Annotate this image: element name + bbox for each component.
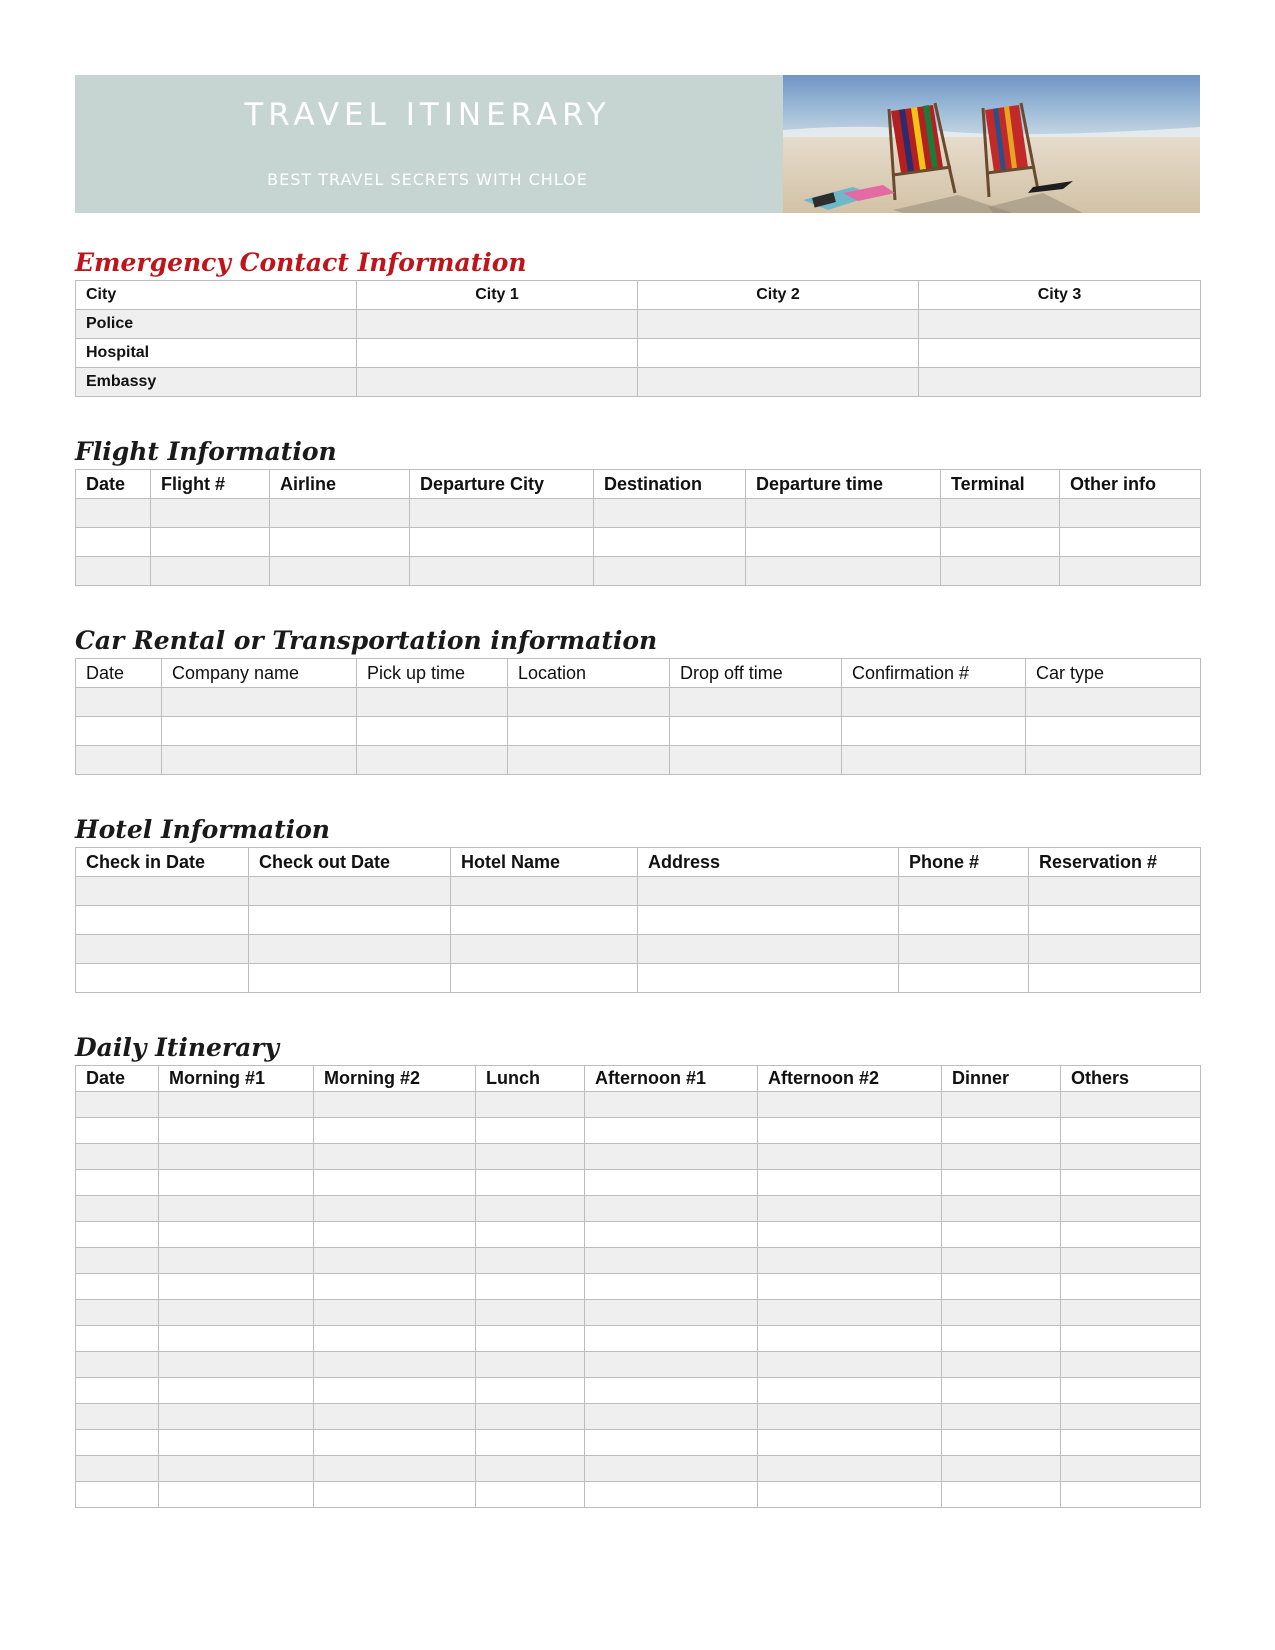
column-header: Airline: [270, 470, 410, 499]
table-row: [76, 339, 1201, 368]
table-cell[interactable]: [942, 1482, 1061, 1508]
table-cell[interactable]: [585, 1404, 758, 1430]
table-cell[interactable]: [357, 688, 508, 717]
table-cell[interactable]: [638, 310, 919, 339]
table-cell[interactable]: [758, 1170, 942, 1196]
table-cell[interactable]: [758, 1196, 942, 1222]
table-cell[interactable]: [942, 1430, 1061, 1456]
table-cell[interactable]: [76, 688, 162, 717]
table-cell[interactable]: [314, 1482, 476, 1508]
column-header: City 3: [919, 281, 1201, 310]
table-cell[interactable]: [249, 906, 451, 935]
table-cell[interactable]: [594, 499, 746, 528]
table-cell[interactable]: [1026, 746, 1201, 775]
table-row: [76, 1170, 1201, 1196]
table-cell[interactable]: [476, 1352, 585, 1378]
table-cell[interactable]: [638, 964, 899, 993]
table-cell[interactable]: [585, 1378, 758, 1404]
table-cell[interactable]: [76, 906, 249, 935]
table-cell[interactable]: [159, 1430, 314, 1456]
table-cell[interactable]: [942, 1144, 1061, 1170]
table-cell[interactable]: [942, 1196, 1061, 1222]
table-cell[interactable]: [842, 688, 1026, 717]
table-cell[interactable]: [151, 557, 270, 586]
table-cell[interactable]: [159, 1482, 314, 1508]
table-cell[interactable]: [162, 717, 357, 746]
daily-section-title: Daily Itinerary: [75, 1033, 279, 1062]
table-cell[interactable]: [508, 688, 670, 717]
column-header: City: [76, 281, 357, 310]
itinerary-page: [75, 75, 1200, 1508]
table-cell[interactable]: [1061, 1274, 1201, 1300]
table-cell[interactable]: [919, 339, 1201, 368]
table-cell[interactable]: [410, 528, 594, 557]
table-row: [76, 1326, 1201, 1352]
table-row: [76, 964, 1201, 993]
table-cell[interactable]: [1061, 1352, 1201, 1378]
column-header: Confirmation #: [842, 659, 1026, 688]
table-cell[interactable]: [585, 1092, 758, 1118]
column-header: Date: [76, 659, 162, 688]
table-cell[interactable]: [842, 746, 1026, 775]
table-cell[interactable]: [476, 1144, 585, 1170]
column-header: Car type: [1026, 659, 1201, 688]
table-cell[interactable]: [314, 1170, 476, 1196]
table-cell[interactable]: [159, 1118, 314, 1144]
table-row: [76, 1300, 1201, 1326]
table-cell[interactable]: [638, 339, 919, 368]
table-cell[interactable]: [314, 1430, 476, 1456]
table-cell[interactable]: [314, 1274, 476, 1300]
table-cell[interactable]: [314, 1222, 476, 1248]
table-cell[interactable]: [1029, 906, 1201, 935]
table-cell[interactable]: [1061, 1430, 1201, 1456]
table-cell[interactable]: [670, 688, 842, 717]
table-cell[interactable]: [314, 1352, 476, 1378]
document-subtitle: BEST TRAVEL SECRETS WITH CHLOE: [267, 170, 588, 189]
table-cell[interactable]: [76, 877, 249, 906]
table-cell[interactable]: [638, 935, 899, 964]
table-cell[interactable]: [758, 1326, 942, 1352]
table-cell[interactable]: [585, 1222, 758, 1248]
table-row: [76, 499, 1201, 528]
table-cell[interactable]: [585, 1482, 758, 1508]
table-cell[interactable]: [585, 1196, 758, 1222]
table-cell[interactable]: [270, 557, 410, 586]
column-header: Afternoon #2: [758, 1066, 942, 1092]
table-row: [76, 1378, 1201, 1404]
column-header: Address: [638, 848, 899, 877]
table-cell[interactable]: [249, 935, 451, 964]
table-cell[interactable]: [942, 1378, 1061, 1404]
table-cell[interactable]: [410, 499, 594, 528]
table-row: [76, 1118, 1201, 1144]
table-cell[interactable]: [585, 1456, 758, 1482]
column-header: Drop off time: [670, 659, 842, 688]
table-cell[interactable]: [758, 1482, 942, 1508]
table-cell[interactable]: [941, 499, 1060, 528]
table-cell[interactable]: [942, 1352, 1061, 1378]
table-cell[interactable]: [159, 1092, 314, 1118]
table-cell[interactable]: [758, 1456, 942, 1482]
table-cell[interactable]: [314, 1300, 476, 1326]
table-cell[interactable]: [76, 1482, 159, 1508]
table-cell[interactable]: [942, 1326, 1061, 1352]
table-cell[interactable]: [151, 528, 270, 557]
table-row: [76, 1274, 1201, 1300]
table-row: [76, 1092, 1201, 1118]
table-cell[interactable]: [758, 1248, 942, 1274]
table-cell[interactable]: [758, 1222, 942, 1248]
table-cell[interactable]: [476, 1482, 585, 1508]
table-cell[interactable]: [941, 557, 1060, 586]
table-cell[interactable]: [76, 1404, 159, 1430]
table-cell[interactable]: [585, 1300, 758, 1326]
table-cell[interactable]: [1061, 1456, 1201, 1482]
table-cell[interactable]: [899, 935, 1029, 964]
table-cell[interactable]: [476, 1222, 585, 1248]
emergency-section-title: Emergency Contact Information: [75, 248, 527, 277]
hotel-rows: [76, 877, 1201, 993]
table-row: [76, 1248, 1201, 1274]
table-cell[interactable]: [476, 1274, 585, 1300]
table-row: [76, 1404, 1201, 1430]
column-header: Destination: [594, 470, 746, 499]
table-cell[interactable]: [942, 1274, 1061, 1300]
table-cell[interactable]: [585, 1352, 758, 1378]
table-cell[interactable]: [1029, 964, 1201, 993]
table-cell[interactable]: [1026, 717, 1201, 746]
table-cell[interactable]: [1061, 1378, 1201, 1404]
flight-rows: [76, 499, 1201, 586]
table-cell[interactable]: [76, 1092, 159, 1118]
table-cell[interactable]: [942, 1170, 1061, 1196]
table-cell[interactable]: [670, 746, 842, 775]
table-cell[interactable]: [638, 368, 919, 397]
table-cell[interactable]: [451, 935, 638, 964]
car-table: [75, 658, 1201, 775]
hotel-table: [75, 847, 1201, 993]
table-cell[interactable]: [585, 1274, 758, 1300]
table-cell[interactable]: [249, 877, 451, 906]
table-cell[interactable]: [270, 528, 410, 557]
table-header-row: [76, 470, 1201, 499]
table-cell[interactable]: [899, 906, 1029, 935]
table-cell[interactable]: [508, 717, 670, 746]
column-header: City 1: [357, 281, 638, 310]
table-cell[interactable]: [508, 746, 670, 775]
table-cell[interactable]: [76, 1274, 159, 1300]
table-cell[interactable]: [1061, 1170, 1201, 1196]
column-header: Departure City: [410, 470, 594, 499]
table-cell[interactable]: [76, 1170, 159, 1196]
car-section-title: Car Rental or Transportation information: [75, 626, 658, 655]
table-cell[interactable]: [585, 1326, 758, 1352]
table-cell[interactable]: [314, 1196, 476, 1222]
table-cell[interactable]: [1061, 1482, 1201, 1508]
table-cell[interactable]: [159, 1274, 314, 1300]
table-cell[interactable]: [76, 528, 151, 557]
table-cell[interactable]: [76, 1326, 159, 1352]
table-cell[interactable]: [942, 1300, 1061, 1326]
table-cell[interactable]: [76, 1196, 159, 1222]
table-cell[interactable]: [451, 877, 638, 906]
table-cell[interactable]: [1026, 688, 1201, 717]
table-cell[interactable]: [476, 1430, 585, 1456]
table-row: [76, 1222, 1201, 1248]
table-row: [76, 1456, 1201, 1482]
table-cell[interactable]: [758, 1300, 942, 1326]
table-cell[interactable]: [942, 1118, 1061, 1144]
hotel-section-title: Hotel Information: [75, 815, 330, 844]
table-row: [76, 310, 1201, 339]
table-cell[interactable]: [899, 964, 1029, 993]
table-cell[interactable]: [476, 1326, 585, 1352]
table-cell[interactable]: [76, 1430, 159, 1456]
table-cell[interactable]: [1060, 499, 1201, 528]
table-cell[interactable]: [76, 935, 249, 964]
table-cell[interactable]: [76, 964, 249, 993]
table-cell[interactable]: [76, 1248, 159, 1274]
table-cell[interactable]: [758, 1144, 942, 1170]
table-cell[interactable]: [357, 339, 638, 368]
column-header: Terminal: [941, 470, 1060, 499]
row-label: Police: [76, 310, 357, 339]
column-header: Dinner: [942, 1066, 1061, 1092]
column-header: Phone #: [899, 848, 1029, 877]
table-cell[interactable]: [76, 1118, 159, 1144]
table-cell[interactable]: [159, 1196, 314, 1222]
table-cell[interactable]: [357, 717, 508, 746]
table-cell[interactable]: [314, 1248, 476, 1274]
table-row: [76, 877, 1201, 906]
column-header: Hotel Name: [451, 848, 638, 877]
table-cell[interactable]: [162, 688, 357, 717]
table-cell[interactable]: [585, 1144, 758, 1170]
table-row: [76, 906, 1201, 935]
row-label: Embassy: [76, 368, 357, 397]
table-cell[interactable]: [942, 1248, 1061, 1274]
table-cell[interactable]: [942, 1404, 1061, 1430]
table-cell[interactable]: [842, 717, 1026, 746]
table-cell[interactable]: [476, 1300, 585, 1326]
table-cell[interactable]: [1061, 1326, 1201, 1352]
table-cell[interactable]: [585, 1248, 758, 1274]
column-header: Flight #: [151, 470, 270, 499]
table-cell[interactable]: [919, 310, 1201, 339]
column-header: Check out Date: [249, 848, 451, 877]
table-cell[interactable]: [159, 1300, 314, 1326]
table-cell[interactable]: [76, 557, 151, 586]
table-cell[interactable]: [476, 1092, 585, 1118]
table-row: [76, 1352, 1201, 1378]
table-cell[interactable]: [476, 1118, 585, 1144]
table-cell[interactable]: [314, 1326, 476, 1352]
table-cell[interactable]: [758, 1430, 942, 1456]
table-cell[interactable]: [942, 1456, 1061, 1482]
table-cell[interactable]: [314, 1144, 476, 1170]
table-cell[interactable]: [1029, 877, 1201, 906]
table-cell[interactable]: [1061, 1144, 1201, 1170]
table-row: [76, 1144, 1201, 1170]
table-cell[interactable]: [941, 528, 1060, 557]
table-cell[interactable]: [159, 1144, 314, 1170]
table-cell[interactable]: [1061, 1404, 1201, 1430]
table-cell[interactable]: [76, 1456, 159, 1482]
column-header: Other info: [1060, 470, 1201, 499]
table-cell[interactable]: [76, 499, 151, 528]
table-cell[interactable]: [1061, 1300, 1201, 1326]
table-cell[interactable]: [76, 746, 162, 775]
table-cell[interactable]: [314, 1378, 476, 1404]
daily-rows: [76, 1092, 1201, 1508]
table-cell[interactable]: [357, 310, 638, 339]
column-header: Afternoon #1: [585, 1066, 758, 1092]
table-cell[interactable]: [314, 1404, 476, 1430]
table-cell[interactable]: [746, 499, 941, 528]
table-cell[interactable]: [249, 964, 451, 993]
table-cell[interactable]: [476, 1196, 585, 1222]
document-title: TRAVEL ITINERARY: [244, 97, 611, 133]
table-cell[interactable]: [159, 1170, 314, 1196]
column-header: Location: [508, 659, 670, 688]
table-cell[interactable]: [76, 1378, 159, 1404]
beach-chairs-photo: [783, 75, 1200, 213]
table-cell[interactable]: [1061, 1118, 1201, 1144]
table-row: [76, 1482, 1201, 1508]
table-cell[interactable]: [159, 1222, 314, 1248]
table-cell[interactable]: [585, 1430, 758, 1456]
table-cell[interactable]: [1061, 1092, 1201, 1118]
table-header-row: [76, 848, 1201, 877]
table-cell[interactable]: [1061, 1196, 1201, 1222]
table-row: [76, 1430, 1201, 1456]
table-cell[interactable]: [162, 746, 357, 775]
table-cell[interactable]: [670, 717, 842, 746]
table-cell[interactable]: [159, 1378, 314, 1404]
table-cell[interactable]: [1029, 935, 1201, 964]
header-banner: [75, 75, 1200, 213]
table-cell[interactable]: [746, 528, 941, 557]
table-cell[interactable]: [314, 1092, 476, 1118]
column-header: Date: [76, 470, 151, 499]
table-cell[interactable]: [76, 1144, 159, 1170]
column-header: Others: [1061, 1066, 1201, 1092]
table-cell[interactable]: [159, 1248, 314, 1274]
column-header: Date: [76, 1066, 159, 1092]
table-cell[interactable]: [638, 877, 899, 906]
table-cell[interactable]: [942, 1222, 1061, 1248]
table-cell[interactable]: [357, 746, 508, 775]
table-cell[interactable]: [758, 1352, 942, 1378]
table-cell[interactable]: [451, 906, 638, 935]
table-cell[interactable]: [314, 1456, 476, 1482]
table-cell[interactable]: [476, 1404, 585, 1430]
column-header: City 2: [638, 281, 919, 310]
table-cell[interactable]: [758, 1378, 942, 1404]
table-cell[interactable]: [919, 368, 1201, 397]
table-cell[interactable]: [899, 877, 1029, 906]
column-header: Reservation #: [1029, 848, 1201, 877]
table-cell[interactable]: [76, 1222, 159, 1248]
daily-table: [75, 1065, 1201, 1508]
table-cell[interactable]: [1060, 528, 1201, 557]
table-cell[interactable]: [476, 1248, 585, 1274]
table-cell[interactable]: [585, 1170, 758, 1196]
table-cell[interactable]: [758, 1092, 942, 1118]
table-cell[interactable]: [476, 1378, 585, 1404]
table-cell[interactable]: [758, 1274, 942, 1300]
table-header-row: [76, 659, 1201, 688]
table-header-row: [76, 281, 1201, 310]
column-header: Morning #2: [314, 1066, 476, 1092]
table-cell[interactable]: [151, 499, 270, 528]
column-header: Morning #1: [159, 1066, 314, 1092]
table-row: [76, 717, 1201, 746]
table-row: [76, 368, 1201, 397]
car-rows: [76, 688, 1201, 775]
row-label: Hospital: [76, 339, 357, 368]
table-row: [76, 746, 1201, 775]
table-cell[interactable]: [451, 964, 638, 993]
table-header-row: [76, 1066, 1201, 1092]
column-header: Check in Date: [76, 848, 249, 877]
table-cell[interactable]: [159, 1326, 314, 1352]
column-header: Departure time: [746, 470, 941, 499]
column-header: Company name: [162, 659, 357, 688]
table-cell[interactable]: [476, 1456, 585, 1482]
table-cell[interactable]: [76, 1352, 159, 1378]
flight-section-title: Flight Information: [75, 437, 337, 466]
table-cell[interactable]: [758, 1404, 942, 1430]
table-cell[interactable]: [1061, 1222, 1201, 1248]
table-cell[interactable]: [942, 1092, 1061, 1118]
table-cell[interactable]: [746, 557, 941, 586]
table-cell[interactable]: [270, 499, 410, 528]
table-cell[interactable]: [357, 368, 638, 397]
table-row: [76, 1196, 1201, 1222]
emergency-table: [75, 280, 1201, 397]
table-cell[interactable]: [594, 557, 746, 586]
table-cell[interactable]: [638, 906, 899, 935]
table-cell[interactable]: [1060, 557, 1201, 586]
table-cell[interactable]: [159, 1404, 314, 1430]
table-cell[interactable]: [476, 1170, 585, 1196]
column-header: Pick up time: [357, 659, 508, 688]
table-cell[interactable]: [410, 557, 594, 586]
table-row: [76, 688, 1201, 717]
table-cell[interactable]: [585, 1118, 758, 1144]
table-cell[interactable]: [159, 1456, 314, 1482]
table-cell[interactable]: [758, 1118, 942, 1144]
table-cell[interactable]: [159, 1352, 314, 1378]
table-cell[interactable]: [76, 717, 162, 746]
flight-table: [75, 469, 1201, 586]
table-cell[interactable]: [1061, 1248, 1201, 1274]
table-row: [76, 935, 1201, 964]
table-cell[interactable]: [594, 528, 746, 557]
table-cell[interactable]: [314, 1118, 476, 1144]
table-cell[interactable]: [76, 1300, 159, 1326]
column-header: Lunch: [476, 1066, 585, 1092]
table-row: [76, 557, 1201, 586]
table-row: [76, 528, 1201, 557]
